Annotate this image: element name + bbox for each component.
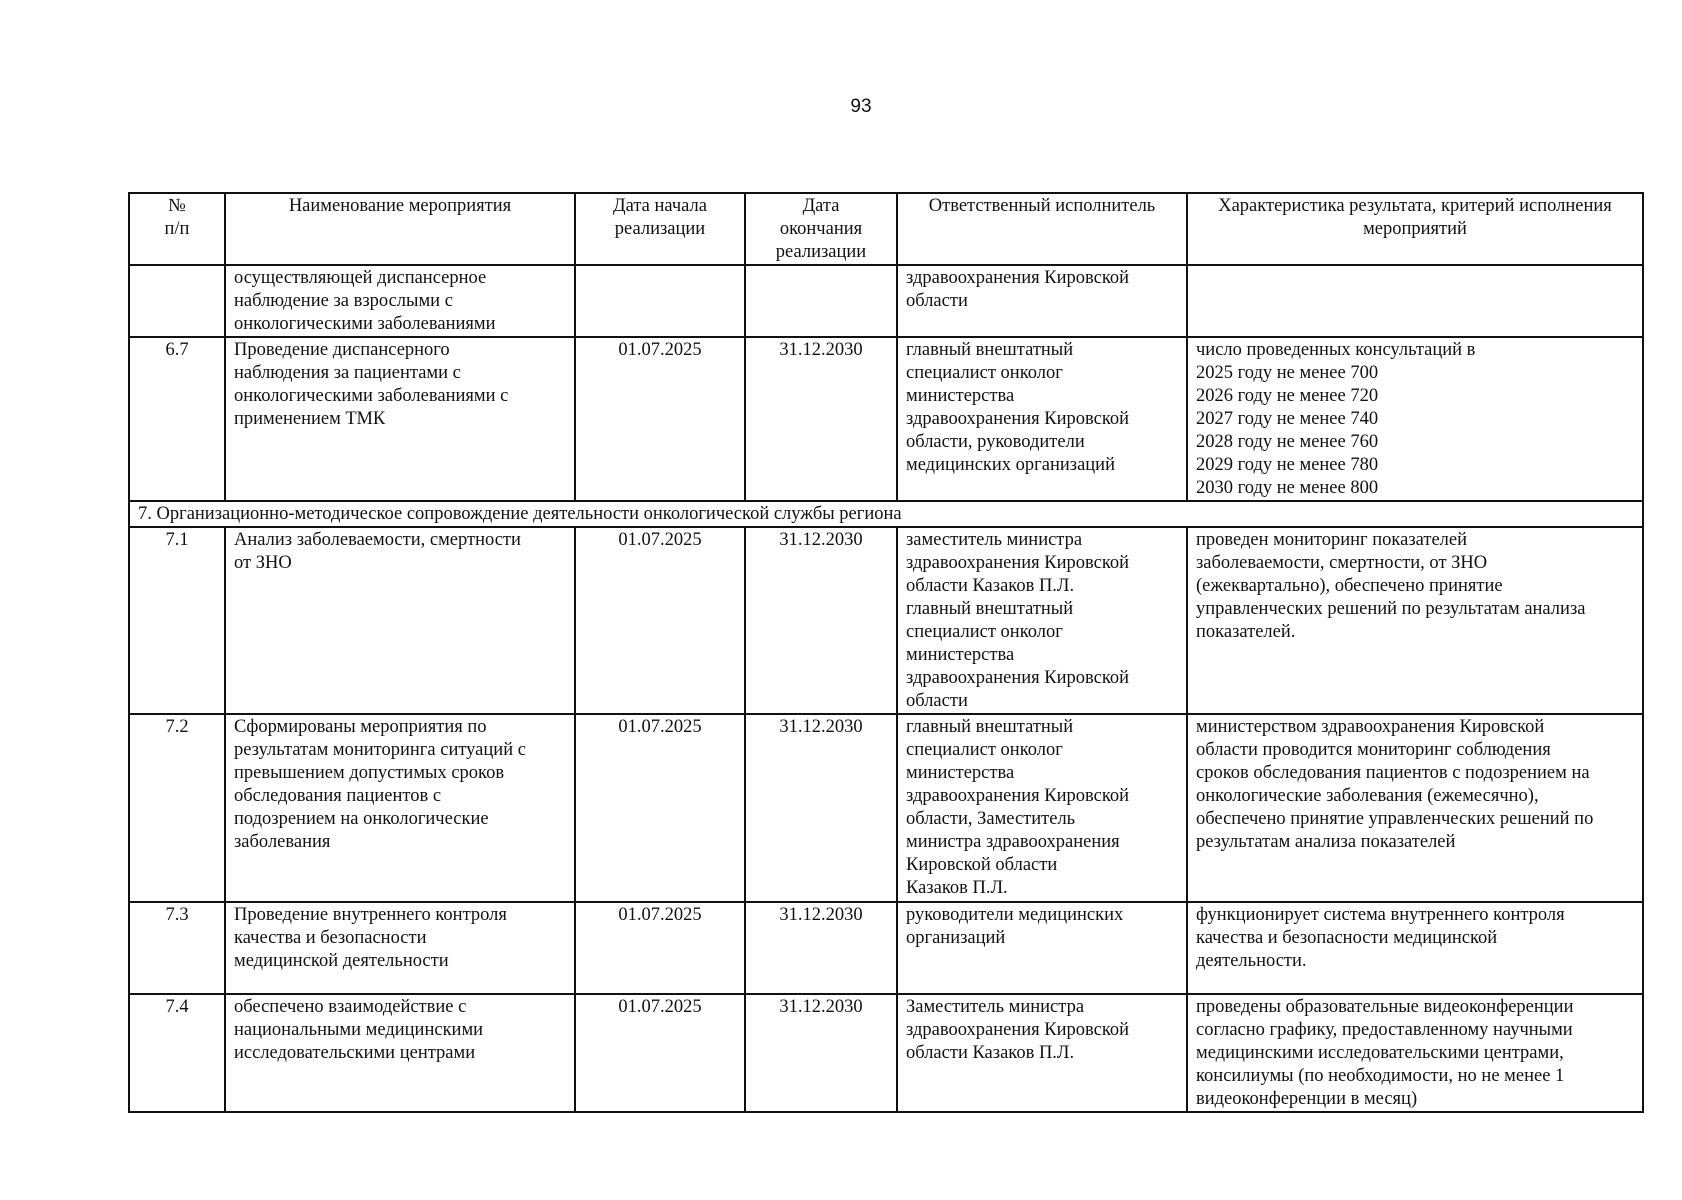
cell-num: 7.3 (129, 902, 225, 994)
cell-responsible: заместитель министра здравоохранения Кировской области Казаков П.Л. главный внештатный специалист онколог министерства здравоохранения Кировской области (897, 527, 1187, 714)
cell-start: 01.07.2025 (575, 994, 745, 1112)
table-row (129, 714, 1643, 902)
cell-end: 31.12.2030 (745, 994, 897, 1112)
cell-result: число проведенных консультаций в 2025 году не менее 700 2026 году не менее 720 2027 году не менее 740 2028 году не менее 760 2029 году не менее 780 2030 году не менее 800 (1187, 337, 1643, 501)
activities-table (128, 192, 1644, 1113)
page-number: 93 (850, 96, 872, 117)
cell-end: 31.12.2030 (745, 714, 897, 902)
cell-start (575, 265, 745, 337)
cell-name: Сформированы мероприятия по результатам мониторинга ситуаций с превышением допустимых сроков обследования пациентов с подозрением на онкологические заболевания (225, 714, 575, 902)
cell-responsible: главный внештатный специалист онколог министерства здравоохранения Кировской области, руководители медицинских организаций (897, 337, 1187, 501)
cell-end: 31.12.2030 (745, 337, 897, 501)
cell-result: министерством здравоохранения Кировской области проводится мониторинг соблюдения сроков обследования пациентов с подозрением на онкологические заболевания (ежемесячно), обеспечено принятие управленческих решений по результатам анализа показателей (1187, 714, 1643, 902)
header-num: № п/п (129, 193, 225, 265)
cell-responsible: главный внештатный специалист онколог министерства здравоохранения Кировской области, Заместитель министра здравоохранения Кировской области Казаков П.Л. (897, 714, 1187, 902)
cell-num: 7.2 (129, 714, 225, 902)
cell-result (1187, 265, 1643, 337)
header-start-date: Дата начала реализации (575, 193, 745, 265)
cell-start: 01.07.2025 (575, 337, 745, 501)
table-row (129, 265, 1643, 337)
header-name: Наименование мероприятия (225, 193, 575, 265)
cell-end: 31.12.2030 (745, 902, 897, 994)
table-row (129, 902, 1643, 994)
cell-num: 7.1 (129, 527, 225, 714)
header-responsible: Ответственный исполнитель (897, 193, 1187, 265)
cell-name: Проведение внутреннего контроля качества и безопасности медицинской деятельности (225, 902, 575, 994)
cell-num: 7.4 (129, 994, 225, 1112)
section-row (129, 501, 1643, 527)
cell-responsible: здравоохранения Кировской области (897, 265, 1187, 337)
section-title: 7. Организационно-методическое сопровождение деятельности онкологической службы региона (129, 501, 1643, 527)
cell-start: 01.07.2025 (575, 714, 745, 902)
cell-name: осуществляющей диспансерное наблюдение за взрослыми с онкологическими заболеваниями (225, 265, 575, 337)
cell-start: 01.07.2025 (575, 902, 745, 994)
cell-result: функционирует система внутреннего контроля качества и безопасности медицинской деятельности. (1187, 902, 1643, 994)
table-row (129, 994, 1643, 1112)
table-row (129, 527, 1643, 714)
cell-end (745, 265, 897, 337)
table-header-row (129, 193, 1643, 265)
cell-responsible: Заместитель министра здравоохранения Кировской области Казаков П.Л. (897, 994, 1187, 1112)
cell-responsible: руководители медицинских организаций (897, 902, 1187, 994)
cell-num (129, 265, 225, 337)
header-result: Характеристика результата, критерий исполнения мероприятий (1187, 193, 1643, 265)
cell-num: 6.7 (129, 337, 225, 501)
cell-result: проведены образовательные видеоконференции согласно графику, предоставленному научными медицинскими исследовательскими центрами, консилиумы (по необходимости, но не менее 1 видеоконференции в месяц) (1187, 994, 1643, 1112)
cell-name: обеспечено взаимодействие с национальными медицинскими исследовательскими центрами (225, 994, 575, 1112)
cell-name: Анализ заболеваемости, смертности от ЗНО (225, 527, 575, 714)
table-row (129, 337, 1643, 501)
cell-end: 31.12.2030 (745, 527, 897, 714)
cell-name: Проведение диспансерного наблюдения за пациентами с онкологическими заболеваниями с применением ТМК (225, 337, 575, 501)
header-end-date: Дата окончания реализации (745, 193, 897, 265)
cell-start: 01.07.2025 (575, 527, 745, 714)
cell-result: проведен мониторинг показателей заболеваемости, смертности, от ЗНО (ежеквартально), обеспечено принятие управленческих решений по результатам анализа показателей. (1187, 527, 1643, 714)
